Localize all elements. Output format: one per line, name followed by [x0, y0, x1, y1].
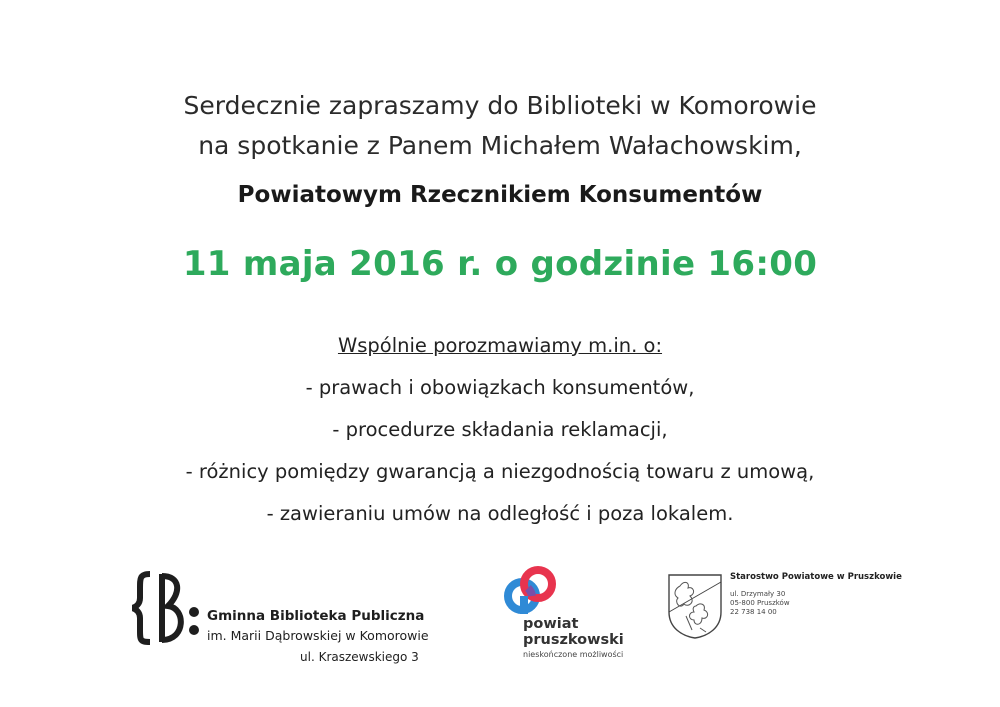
library-name: Gminna Biblioteka Publiczna — [207, 608, 425, 624]
library-brace-icon — [132, 568, 207, 648]
library-logo — [132, 568, 432, 668]
topic-item: - różnicy pomiędzy gwarancją a niezgodnością towaru z umową, — [185, 460, 815, 483]
topics-list — [0, 325, 1000, 535]
topic-item: - procedurze składania reklamacji, — [332, 418, 668, 441]
coat-of-arms-icon — [666, 572, 724, 640]
topic-item: - zawieraniu umów na odległość i poza lokalem. — [266, 502, 734, 525]
invitation-intro — [0, 86, 1000, 166]
intro-line-2: na spotkanie z Panem Michałem Wałachowskim, — [198, 131, 802, 160]
library-address: ul. Kraszewskiego 3 — [300, 650, 419, 664]
powiat-logo — [495, 566, 645, 666]
guest-title: Powiatowym Rzecznikiem Konsumentów — [237, 182, 763, 208]
powiat-tagline: nieskończone możliwości — [523, 650, 624, 659]
starostwo-name: Starostwo Powiatowe w Pruszkowie — [730, 572, 902, 582]
starostwo-phone: 22 738 14 00 — [730, 608, 777, 616]
intro-line-1: Serdecznie zapraszamy do Biblioteki w Komorowie — [183, 91, 817, 120]
powiat-line-1: powiat — [523, 616, 579, 632]
topics-heading: Wspólnie porozmawiamy m.in. o: — [337, 334, 663, 357]
starostwo-city: 05-800 Pruszków — [730, 599, 790, 607]
event-date: 11 maja 2016 r. o godzinie 16:00 — [182, 244, 818, 284]
starostwo-street: ul. Drzymały 30 — [730, 590, 786, 598]
powiat-line-2: pruszkowski — [523, 632, 624, 648]
powiat-p-icon — [499, 566, 559, 616]
topic-item: - prawach i obowiązkach konsumentów, — [305, 376, 695, 399]
library-subtitle: im. Marii Dąbrowskiej w Komorowie — [207, 628, 429, 643]
starostwo-logo — [666, 572, 916, 642]
